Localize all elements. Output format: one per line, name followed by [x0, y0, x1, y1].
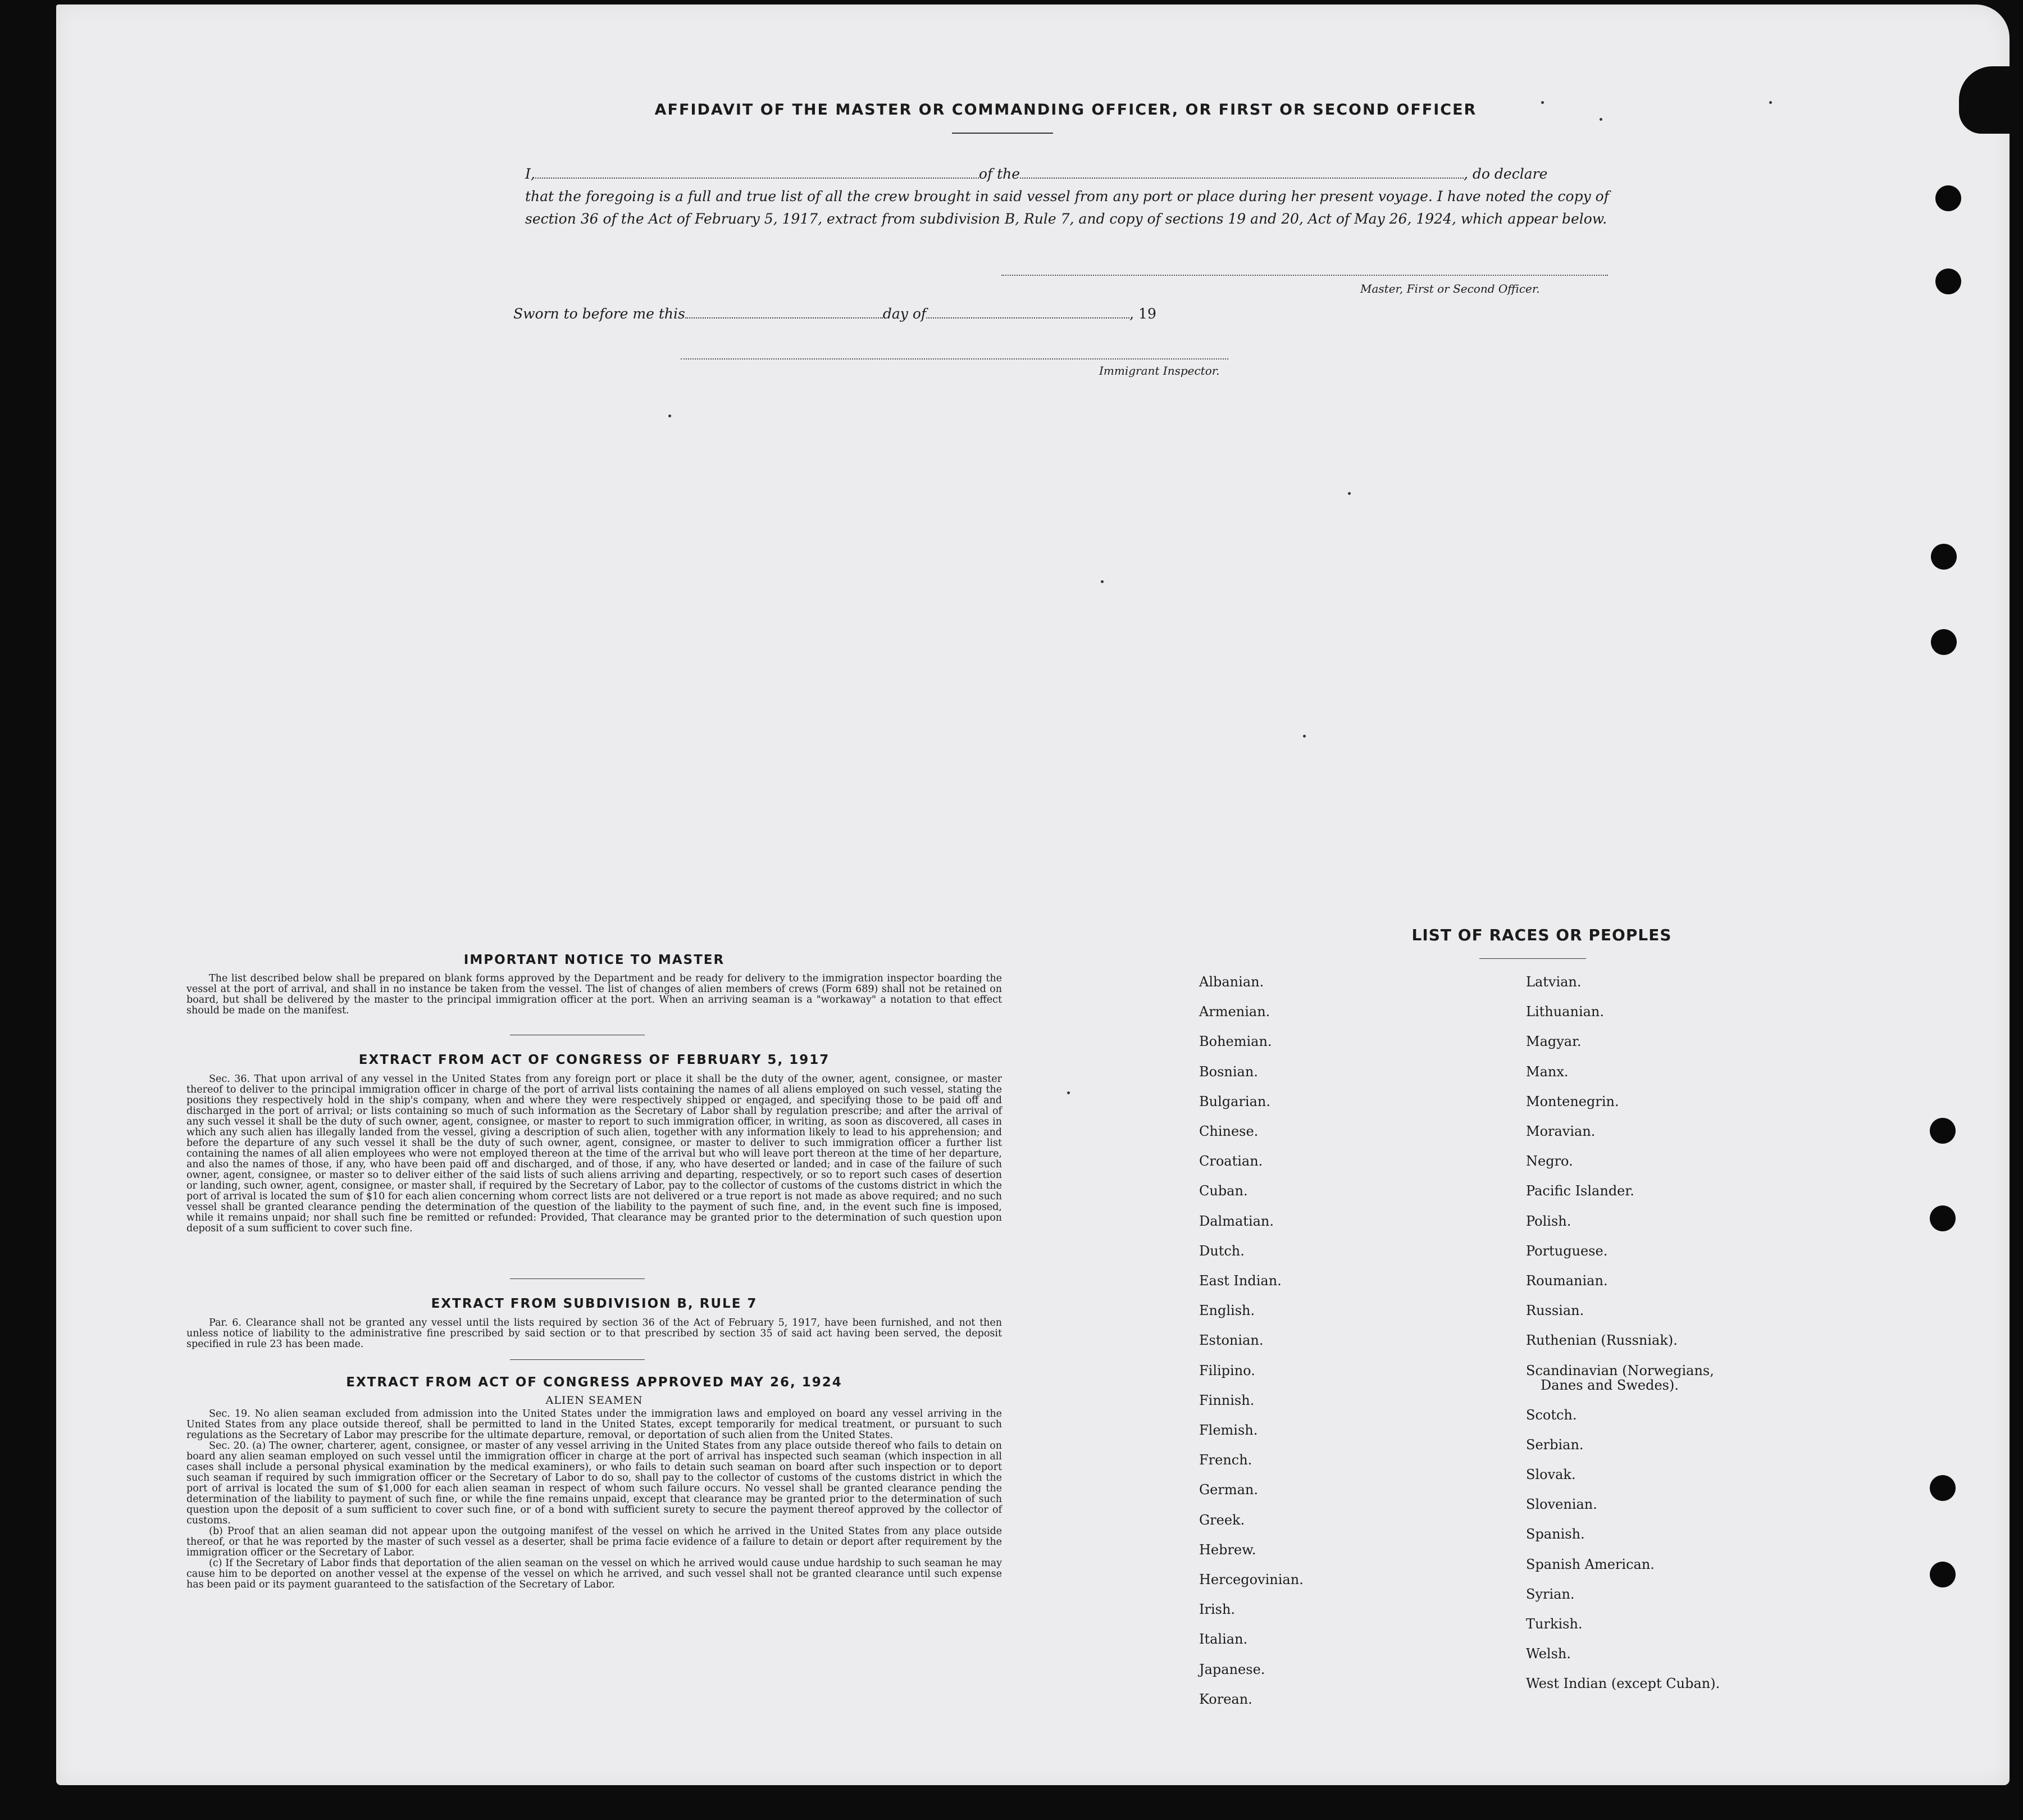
race-item: Bohemian.: [1199, 1034, 1272, 1050]
race-item: Turkish.: [1526, 1616, 1583, 1632]
punch-hole: [1931, 629, 1957, 655]
race-item: Filipino.: [1199, 1362, 1255, 1378]
race-item: Spanish.: [1526, 1526, 1585, 1543]
sworn-prefix: Sworn to before me this: [513, 306, 685, 322]
affidavit-body: that the foregoing is a full and true list of all the crew brought in said vessel from any port or place during her present voyage. I have noted the copy of section 36 of the Act of February 5, 1917, extract from subdivision B, Rule 7, and copy of sections 19 and 20, Act of May 26, 1924, which appear below.: [525, 188, 1609, 227]
sec20b-text: (b) Proof that an alien seaman did not appear upon the outgoing manifest of the vessel on which he arrived in the United States from any place outside thereof, or that he was reported by the master of such vessel as a deserter, shall be prima facie evidence of a failure to detain or deport after requirement by the immigration officer or the Secretary of Labor.: [186, 1526, 1002, 1558]
race-item: Finnish.: [1199, 1392, 1255, 1408]
sec20a-text: Sec. 20. (a) The owner, charterer, agent, consignee, or master of any vessel arriving in the United States from any place outside thereof who fails to detain on board any alien seaman employed on such vessel until the immigration officer in charge at the port of arrival has inspected such seaman (which inspection in all cases shall include a personal physical examination by the medical examiners), or who fails to detain such seaman on board after such inspection or to deport such seaman if required by such immigration officer or the Secretary of Labor to do so, shall pay to the collector of customs of the customs district in which the port of arrival is located the sum of $1,000 for each alien seaman in respect of whom such failure occurs. No vessel shall be granted clearance pending the determination of the liability to payment of such fine, or while the fine remains unpaid, except that clearance may be granted prior to the determination of such question upon the deposit of a sum sufficient to cover such fine, or of a bond with sufficient surety to secure the payment thereof approved by the collector of customs.: [186, 1440, 1002, 1526]
inspector-signature-label: Immigrant Inspector.: [1099, 364, 1220, 377]
speck: [1600, 118, 1602, 121]
race-item: French.: [1199, 1452, 1252, 1468]
speck: [1067, 1091, 1070, 1094]
affidavit-title: AFFIDAVIT OF THE MASTER OR COMMANDING OFFICER, OR FIRST OR SECOND OFFICER: [654, 101, 1477, 119]
speck: [1303, 735, 1306, 738]
race-item: Croatian.: [1199, 1153, 1263, 1170]
race-item: Negro.: [1526, 1153, 1573, 1170]
sworn-day-of: day of: [882, 306, 927, 322]
race-item: Spanish American.: [1526, 1556, 1655, 1572]
master-signature-line: [1001, 275, 1608, 276]
race-item: Manx.: [1526, 1063, 1569, 1080]
race-item: East Indian.: [1199, 1273, 1282, 1289]
race-item: Scotch.: [1526, 1407, 1577, 1423]
race-item: Armenian.: [1199, 1004, 1270, 1020]
race-item: Flemish.: [1199, 1422, 1258, 1439]
race-item-line: Scandinavian (Norwegians,: [1526, 1362, 1714, 1378]
title-rule: [952, 133, 1053, 134]
race-item: Lithuanian.: [1526, 1004, 1605, 1020]
race-item: Pacific Islander.: [1526, 1183, 1634, 1199]
race-item: Dalmatian.: [1199, 1213, 1274, 1229]
race-item: Slovak.: [1526, 1467, 1576, 1483]
sworn-day-field: [685, 317, 883, 319]
extract-rule7-text: Par. 6. Clearance shall not be granted any vessel until the lists required by section 36 of the Act of February 5, 1917, have been furnished, and not then unless notice of liability to the administrative fine prescribed by said section or to that prescribed by section 35 of said act having been served, the deposit specified in rule 23 has been made.: [186, 1317, 1002, 1350]
race-item: Welsh.: [1526, 1646, 1571, 1662]
race-item: Estonian.: [1199, 1332, 1264, 1349]
race-item: Ruthenian (Russniak).: [1526, 1332, 1678, 1349]
punch-hole: [1930, 1205, 1956, 1231]
race-item: Serbian.: [1526, 1436, 1584, 1453]
race-item: Hebrew.: [1199, 1541, 1256, 1558]
speck: [1348, 492, 1351, 495]
sworn-year: , 19: [1129, 306, 1156, 322]
race-item: Bulgarian.: [1199, 1093, 1270, 1109]
affidavit-paragraph: [525, 163, 1609, 230]
notice-text: The list described below shall be prepared on blank forms approved by the Department and be ready for delivery to the immigration inspector boarding the vessel at the port of arrival, and shall in no instance be taken from the vessel. The list of changes of alien members of crews (Form 689) shall not be retained on board, but shall be delivered by the master to the principal immigration officer at the port. When an arriving seaman is a "workaway" a notation to that effect should be made on the manifest.: [186, 973, 1002, 1016]
sec20c-text: (c) If the Secretary of Labor finds that deportation of the alien seaman on the vessel on which he arrived would cause undue hardship to such seaman he may cause him to be deported on another vessel at the expense of the vessel on which he arrived, and such vessel shall not be granted clearance until such expense has been paid or its payment guaranteed to the satisfaction of the Secretary of Labor.: [186, 1558, 1002, 1590]
speck: [668, 415, 671, 417]
speck: [1769, 101, 1772, 104]
race-item-line: Danes and Swedes).: [1541, 1377, 1679, 1393]
punch-hole: [1930, 1562, 1956, 1587]
master-name-field: [535, 178, 979, 179]
race-item: Latvian.: [1526, 974, 1582, 990]
punch-hole: [1930, 1475, 1956, 1501]
notice-body: [186, 973, 1002, 1016]
punch-hole: [1930, 1118, 1956, 1144]
sworn-month-field: [926, 317, 1129, 319]
speck: [1541, 101, 1544, 104]
races-title: LIST OF RACES OR PEOPLES: [1411, 926, 1672, 944]
sworn-line: [513, 306, 1156, 322]
race-item: Portuguese.: [1526, 1243, 1608, 1259]
affidavit-do-declare: , do declare: [1464, 166, 1548, 182]
extract-1917-text: Sec. 36. That upon arrival of any vessel in the United States from any foreign port or place it shall be the duty of the owner, agent, consignee, or master thereof to deliver to the principal immigration officer in charge of the port of arrival lists containing the names of all aliens employed on such vessel, stating the positions they respectively hold in the ship's company, when and where they were respectively shipped or engaged, and specifying those to be paid off and discharged in the port of arrival; or lists containing so much of such information as the Secretary of Labor shall by regulation prescribe; and after the arrival of any such vessel it shall be the duty of such owner, agent, consignee, or master to report to such immigration officer, in writing, as soon as discovered, all cases in which any such alien has illegally landed from the vessel, giving a description of such alien, together with any information likely to lead to his apprehension; and before the departure of any such vessel it shall be the duty of such owner, agent, consignee, or master to deliver to such immigration officer a further list containing the names of all alien employees who were not employed thereon at the time of the arrival but who will leave port thereon at the time of her departure, and also the names of those, if any, who have been paid off and discharged, and of those, if any, who have deserted or landed; and in case of the failure of such owner, agent, consignee, or master so to deliver either of the said lists of such aliens arriving and departing, respectively, or so to report such cases of desertion or landing, such owner, agent, consignee, or master shall, if required by the Secretary of Labor, pay to the collector of customs of the customs district in which the port of arrival is located the sum of $10 for each alien concerning whom correct lists are not delivered or a true report is not made as above required; and no such vessel shall be granted clearance pending the determination of the question of the liability to the payment of such fine, and, in the event such fine is imposed, while it remains unpaid; nor shall such fine be remitted or refunded: Provided, That clearance may be granted prior to the determination of such question upon deposit of a sum sufficient to cover such fine.: [186, 1073, 1002, 1234]
race-item: Moravian.: [1526, 1123, 1596, 1140]
race-item: Albanian.: [1199, 974, 1264, 990]
sec19-text: Sec. 19. No alien seaman excluded from admission into the United States under the immigration laws and employed on board any vessel arriving in the United States from any place outside thereof, shall be permitted to land in the United States, except temporarily for medical treatment, or pursuant to such regulations as the Secretary of Labor may prescribe for the ultimate departure, removal, or deportation of such alien from the United States.: [186, 1408, 1002, 1441]
race-item: Syrian.: [1526, 1586, 1575, 1602]
race-item: German.: [1199, 1482, 1258, 1498]
affidavit-i: I,: [525, 166, 535, 182]
race-item: Roumanian.: [1526, 1273, 1608, 1289]
extract-1917-title: EXTRACT FROM ACT OF CONGRESS OF FEBRUARY 5, 1917: [358, 1053, 830, 1067]
race-item: Greek.: [1199, 1512, 1245, 1528]
extract-1924-body: [186, 1409, 1002, 1590]
section-rule: [510, 1359, 645, 1360]
race-item: Slovenian.: [1526, 1496, 1597, 1513]
race-item: English.: [1199, 1303, 1255, 1319]
races-left-column: [1199, 967, 1304, 1714]
notice-title: IMPORTANT NOTICE TO MASTER: [463, 953, 725, 967]
race-item: [1526, 1356, 1720, 1400]
punch-hole: [1931, 544, 1957, 570]
race-item: Chinese.: [1199, 1123, 1259, 1140]
race-item: Montenegrin.: [1526, 1093, 1619, 1109]
race-item: Russian.: [1526, 1303, 1584, 1319]
page-corner-tear: [1959, 66, 2010, 134]
race-item: Korean.: [1199, 1691, 1252, 1707]
alien-seamen-subtitle: ALIEN SEAMEN: [545, 1394, 643, 1407]
form-page: [56, 4, 2010, 1785]
race-item: Irish.: [1199, 1601, 1236, 1618]
extract-rule7-title: EXTRACT FROM SUBDIVISION B, RULE 7: [431, 1296, 758, 1311]
affidavit-line-1: [525, 163, 1609, 185]
inspector-signature-line: [681, 358, 1228, 360]
race-item: Polish.: [1526, 1213, 1571, 1229]
race-item: Hercegovinian.: [1199, 1572, 1304, 1588]
speck: [1101, 580, 1104, 583]
punch-hole: [1935, 269, 1961, 294]
extract-1917-body: [186, 1074, 1002, 1234]
vessel-name-field: [1020, 178, 1464, 179]
extract-rule7-body: [186, 1318, 1002, 1350]
affidavit-of-the: of the: [978, 166, 1020, 182]
race-item: Japanese.: [1199, 1661, 1265, 1677]
race-item: Bosnian.: [1199, 1063, 1258, 1080]
race-item: Italian.: [1199, 1631, 1248, 1648]
punch-hole: [1935, 185, 1961, 211]
races-right-column: [1526, 967, 1720, 1699]
races-rule: [1479, 958, 1586, 959]
master-signature-label: Master, First or Second Officer.: [1360, 282, 1540, 295]
race-item: West Indian (except Cuban).: [1526, 1676, 1720, 1692]
race-item: Magyar.: [1526, 1034, 1582, 1050]
extract-1924-title: EXTRACT FROM ACT OF CONGRESS APPROVED MAY 26, 1924: [346, 1375, 842, 1390]
section-rule: [510, 1278, 645, 1279]
race-item: Dutch.: [1199, 1243, 1245, 1259]
race-item: Cuban.: [1199, 1183, 1248, 1199]
